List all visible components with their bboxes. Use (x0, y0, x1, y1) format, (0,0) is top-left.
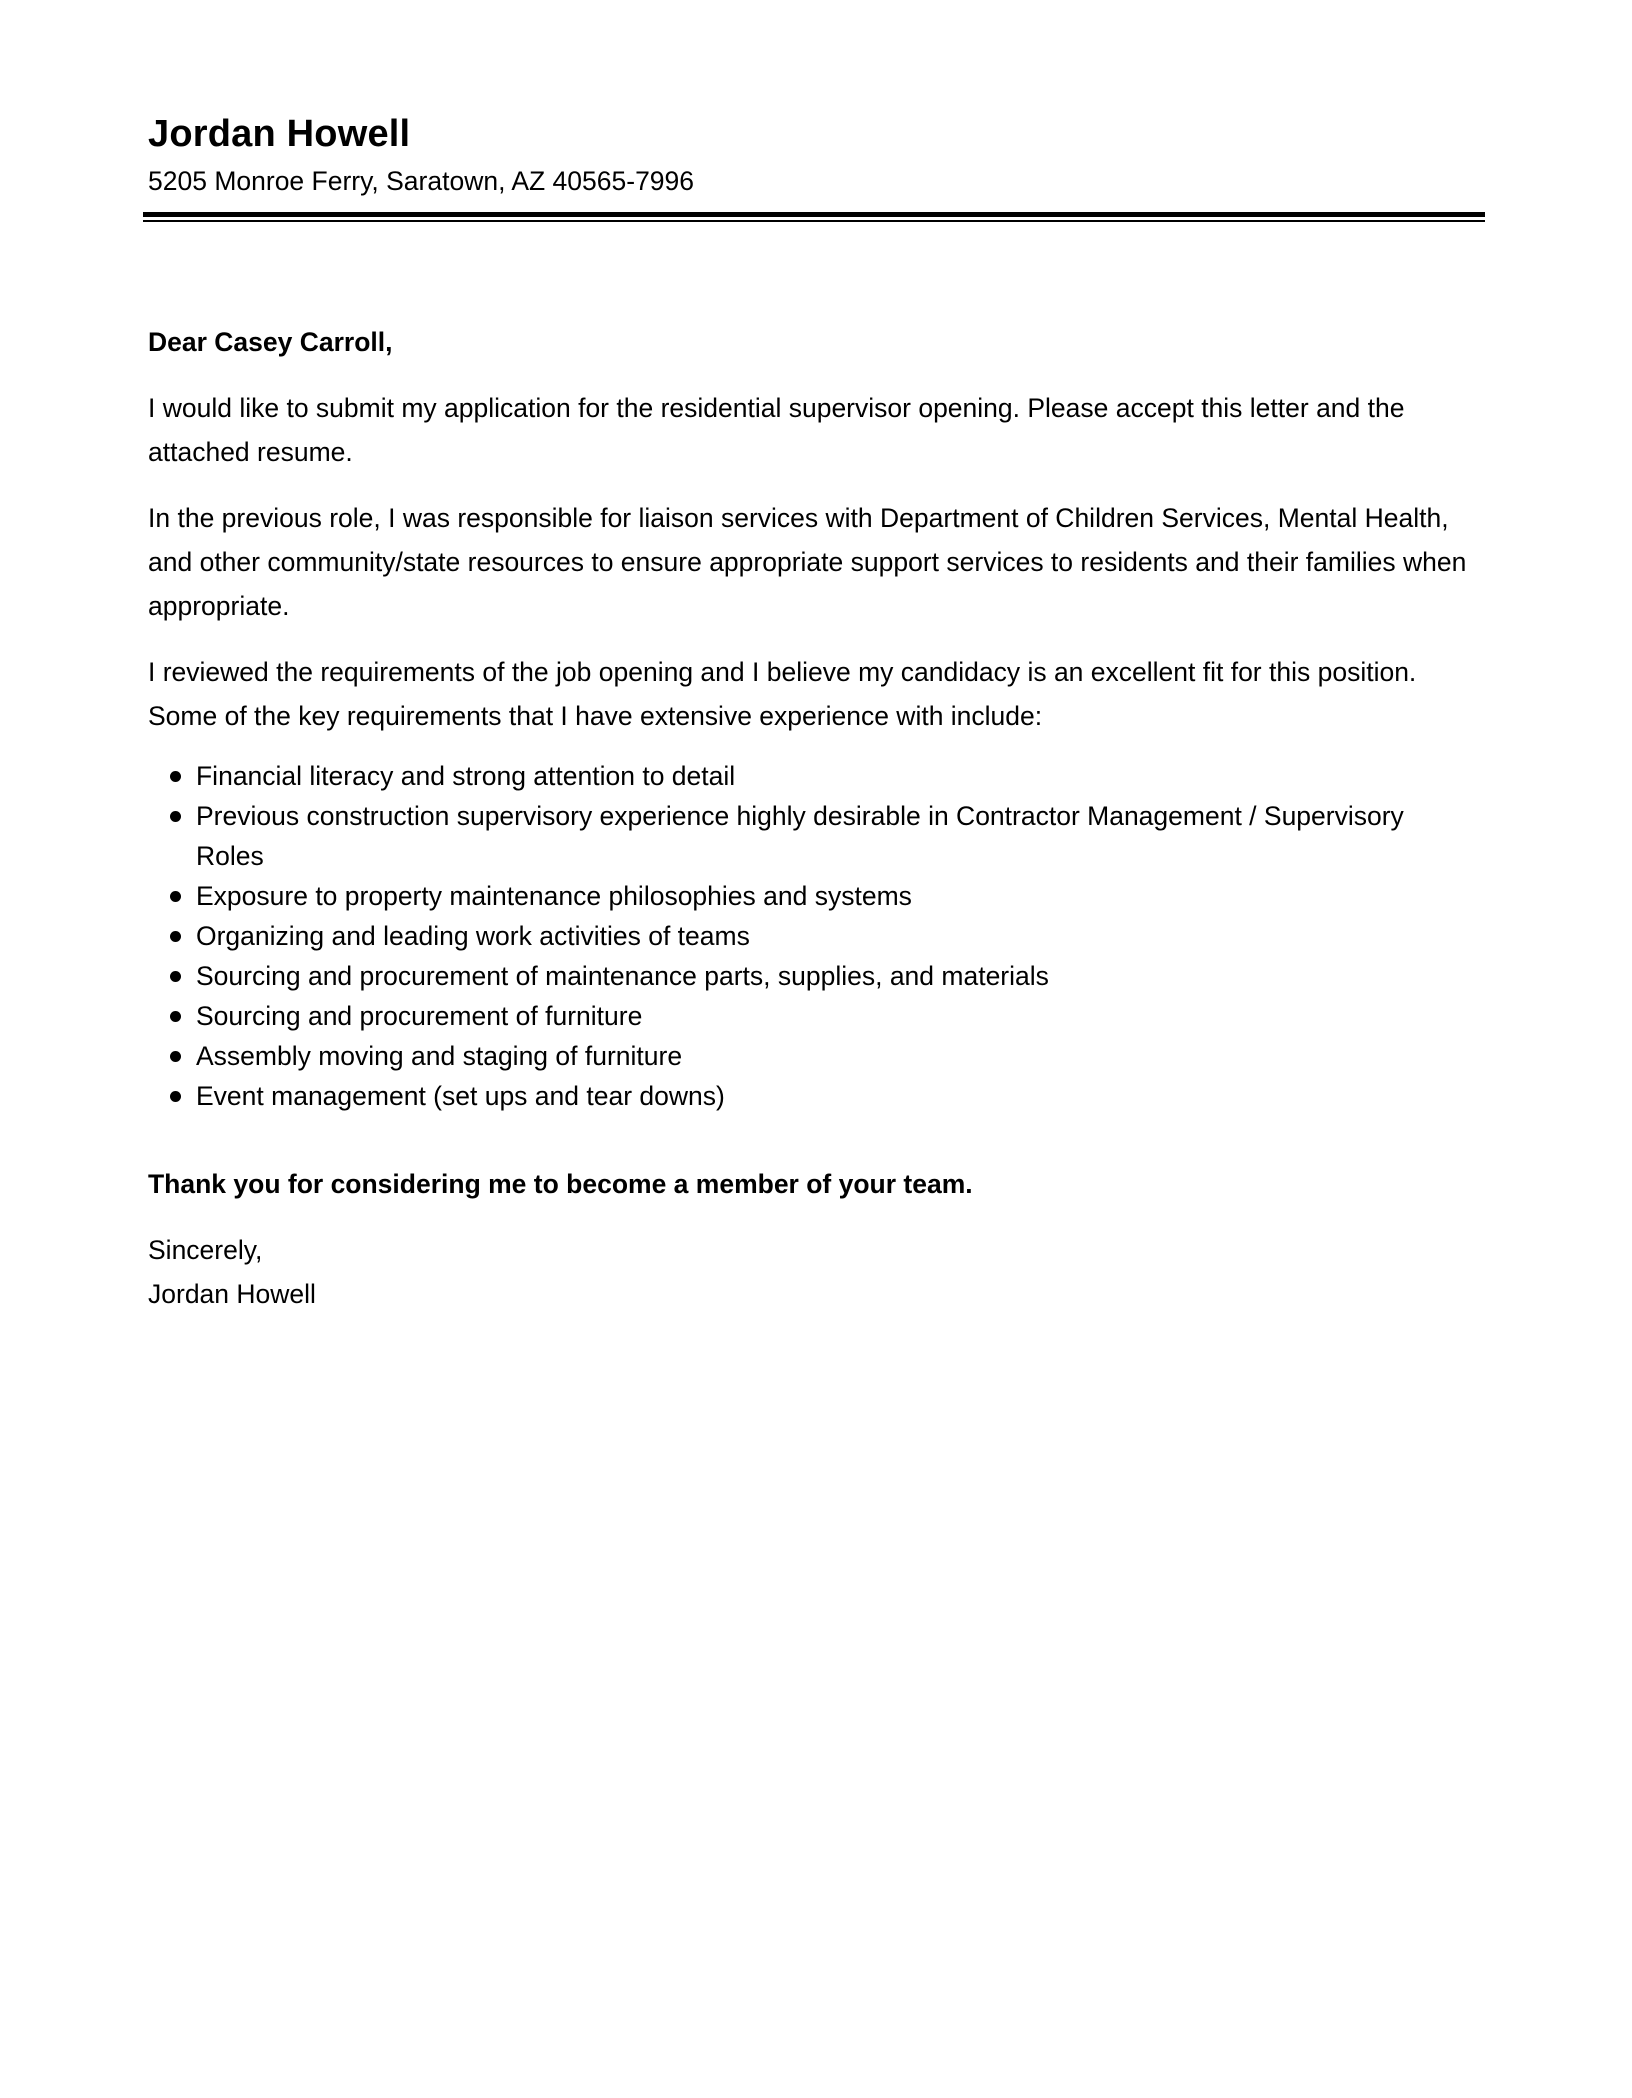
sender-address: 5205 Monroe Ferry, Saratown, AZ 40565-7996 (148, 166, 695, 196)
bullet-icon (170, 771, 181, 782)
sender-name: Jordan Howell (148, 113, 411, 155)
bullet-icon (170, 891, 181, 902)
header-divider-thick (143, 212, 1485, 217)
list-item-text: Assembly moving and staging of furniture (196, 1041, 683, 1071)
salutation: Dear Casey Carroll, (148, 327, 393, 357)
closing-statement: Thank you for considering me to become a member of your team. (148, 1169, 973, 1199)
bullet-icon (170, 811, 181, 822)
list-item (148, 956, 1468, 996)
list-item (148, 876, 1468, 916)
list-item (148, 996, 1468, 1036)
list-item-text: Sourcing and procurement of furniture (196, 1001, 643, 1031)
bullet-icon (170, 931, 181, 942)
sign-off: Sincerely, (148, 1235, 263, 1265)
list-item-text: Event management (set ups and tear downs) (196, 1081, 725, 1111)
list-item (148, 756, 1468, 796)
list-item-text: Organizing and leading work activities of teams (196, 921, 750, 951)
list-item-text: Financial literacy and strong attention to detail (196, 761, 736, 791)
list-item (148, 796, 1468, 876)
list-item (148, 916, 1468, 956)
list-item (148, 1076, 1468, 1116)
signature-block (148, 1228, 316, 1316)
list-item (148, 1036, 1468, 1076)
bullet-icon (170, 1011, 181, 1022)
paragraph-previous-role: In the previous role, I was responsible for liaison services with Department of Children Services, Mental Health, and other community/state resources to ensure appropriate support services to residents and their families when appropriate. (148, 503, 1467, 621)
signature-name: Jordan Howell (148, 1279, 316, 1309)
bullet-icon (170, 1091, 181, 1102)
bullet-icon (170, 971, 181, 982)
list-item-text: Previous construction supervisory experience highly desirable in Contractor Management / Supervisory Roles (196, 801, 1404, 871)
bullet-icon (170, 1051, 181, 1062)
paragraph-requirements-intro: I reviewed the requirements of the job opening and I believe my candidacy is an excellent fit for this position. Some of the key requirements that I have extensive experience with include: (148, 657, 1417, 731)
paragraph-intro: I would like to submit my application for the residential supervisor opening. Please accept this letter and the attached resume. (148, 393, 1405, 467)
requirements-list (148, 756, 1468, 1116)
header-divider-thin (143, 220, 1485, 222)
list-item-text: Sourcing and procurement of maintenance parts, supplies, and materials (196, 961, 1049, 991)
list-item-text: Exposure to property maintenance philosophies and systems (196, 881, 912, 911)
